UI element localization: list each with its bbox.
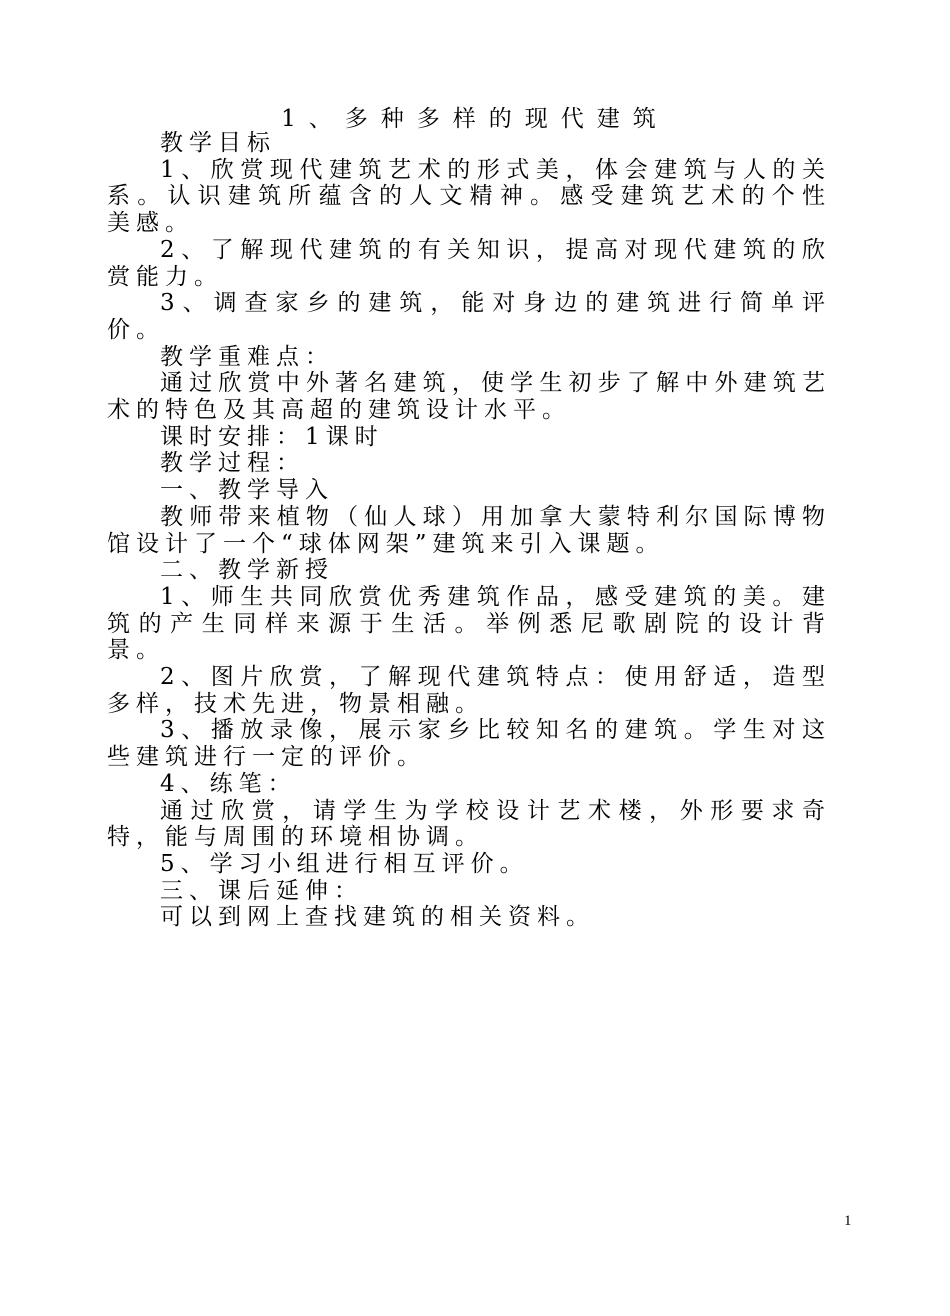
paragraph: 二、教学新授 <box>160 557 334 584</box>
paragraph: 课时安排：1课时 <box>160 423 384 450</box>
paragraph: 1、欣赏现代建筑艺术的形式美，体会建筑与人的关系。认识建筑所蕴含的人文精神。感受建筑艺术的个性美感。 <box>107 156 831 237</box>
paragraph: 1、师生共同欣赏优秀建筑作品，感受建筑的美。建筑的产生同样来源于生活。举例悉尼歌剧院的设计背景。 <box>107 583 831 664</box>
paragraph: 三、课后延伸： <box>160 877 363 904</box>
paragraph: 3、调查家乡的建筑，能对身边的建筑进行简单评价。 <box>107 290 831 343</box>
paragraph: 可以到网上查找建筑的相关资料。 <box>160 904 595 931</box>
document-body <box>107 130 831 931</box>
paragraph: 2、了解现代建筑的有关知识，提高对现代建筑的欣赏能力。 <box>107 236 831 290</box>
paragraph: 教学过程： <box>160 450 305 477</box>
paragraph: 教学目标 <box>160 130 276 156</box>
paragraph: 通过欣赏，请学生为学校设计艺术楼，外形要求奇特，能与周围的环境相协调。 <box>107 797 831 851</box>
paragraph: 教师带来植物（仙人球）用加拿大蒙特利尔国际博物馆设计了一个“球体网架”建筑来引入课题。 <box>107 503 831 557</box>
paragraph: 3、播放录像，展示家乡比较知名的建筑。学生对这些建筑进行一定的评价。 <box>107 717 831 771</box>
paragraph: 教学重难点： <box>160 343 334 370</box>
paragraph: 2、图片欣赏，了解现代建筑特点：使用舒适，造型多样，技术先进，物景相融。 <box>107 664 831 717</box>
paragraph: 一、教学导入 <box>160 477 334 504</box>
document-title: 1、多种多样的现代建筑 <box>281 106 669 132</box>
paragraph: 5、学习小组进行相互评价。 <box>160 850 529 877</box>
paragraph: 通过欣赏中外著名建筑，使学生初步了解中外建筑艺术的特色及其高超的建筑设计水平。 <box>107 370 831 424</box>
page-number: 1 <box>844 1213 852 1229</box>
paragraph: 4、练笔： <box>160 770 297 797</box>
